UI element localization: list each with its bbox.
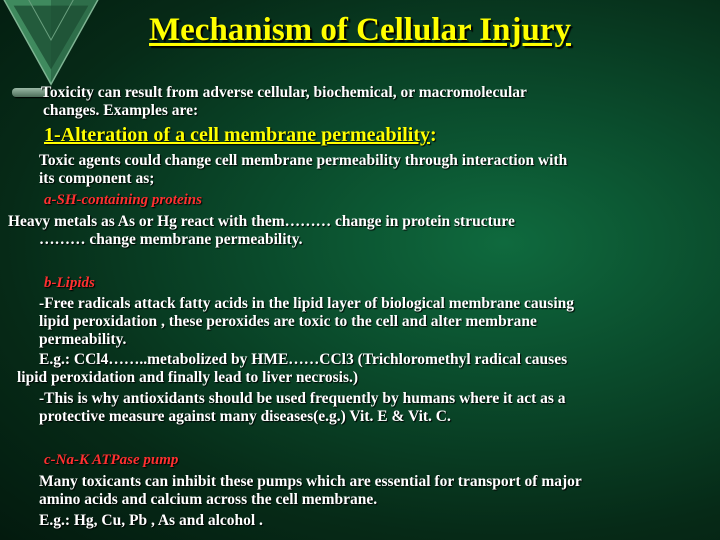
paragraph-c3: E.g.: Hg, Cu, Pb , As and alcohol . <box>39 512 263 529</box>
paragraph-b5: lipid peroxidation and finally lead to liver necrosis.) <box>17 369 359 386</box>
paragraph-b4: E.g.: CCl4……..metabolized by HME……CCl3 (Trichloromethyl radical causes <box>39 351 568 368</box>
slide-title: Mechanism of Cellular Injury <box>149 12 571 48</box>
paragraph-b7: protective measure against many diseases(e.g.) Vit. E & Vit. C. <box>39 408 451 425</box>
paragraph-1b: its component as; <box>39 170 155 187</box>
section-heading-1 <box>44 124 437 147</box>
subheading-b: b-Lipids <box>44 275 95 291</box>
subheading-a: a-SH-containing proteins <box>44 192 202 208</box>
intro-line-2: changes. Examples are: <box>43 102 199 119</box>
paragraph-b2: lipid peroxidation , these peroxides are toxic to the cell and alter membrane <box>39 313 537 330</box>
paragraph-c2: amino acids and calcium across the cell membrane. <box>39 491 378 508</box>
paragraph-b3: permeability. <box>39 331 127 348</box>
paragraph-1a: Toxic agents could change cell membrane permeability through interaction with <box>39 152 568 169</box>
subheading-c: c-Na-K ATPase pump <box>44 452 179 468</box>
paragraph-b1: -Free radicals attack fatty acids in the lipid layer of biological membrane causing <box>39 295 574 312</box>
section-heading-1-text: 1-Alteration of a cell membrane permeability <box>44 124 431 146</box>
paragraph-a2: ……… change membrane permeability. <box>39 231 303 248</box>
paragraph-a1: Heavy metals as As or Hg react with them……… change in protein structure <box>8 213 515 230</box>
paragraph-b6: -This is why antioxidants should be used frequently by humans where it act as a <box>39 390 566 407</box>
paragraph-c1: Many toxicants can inhibit these pumps which are essential for transport of major <box>39 473 582 490</box>
intro-line-1: Toxicity can result from adverse cellular, biochemical, or macromolecular <box>41 84 527 101</box>
section-heading-1-colon: : <box>430 124 437 146</box>
